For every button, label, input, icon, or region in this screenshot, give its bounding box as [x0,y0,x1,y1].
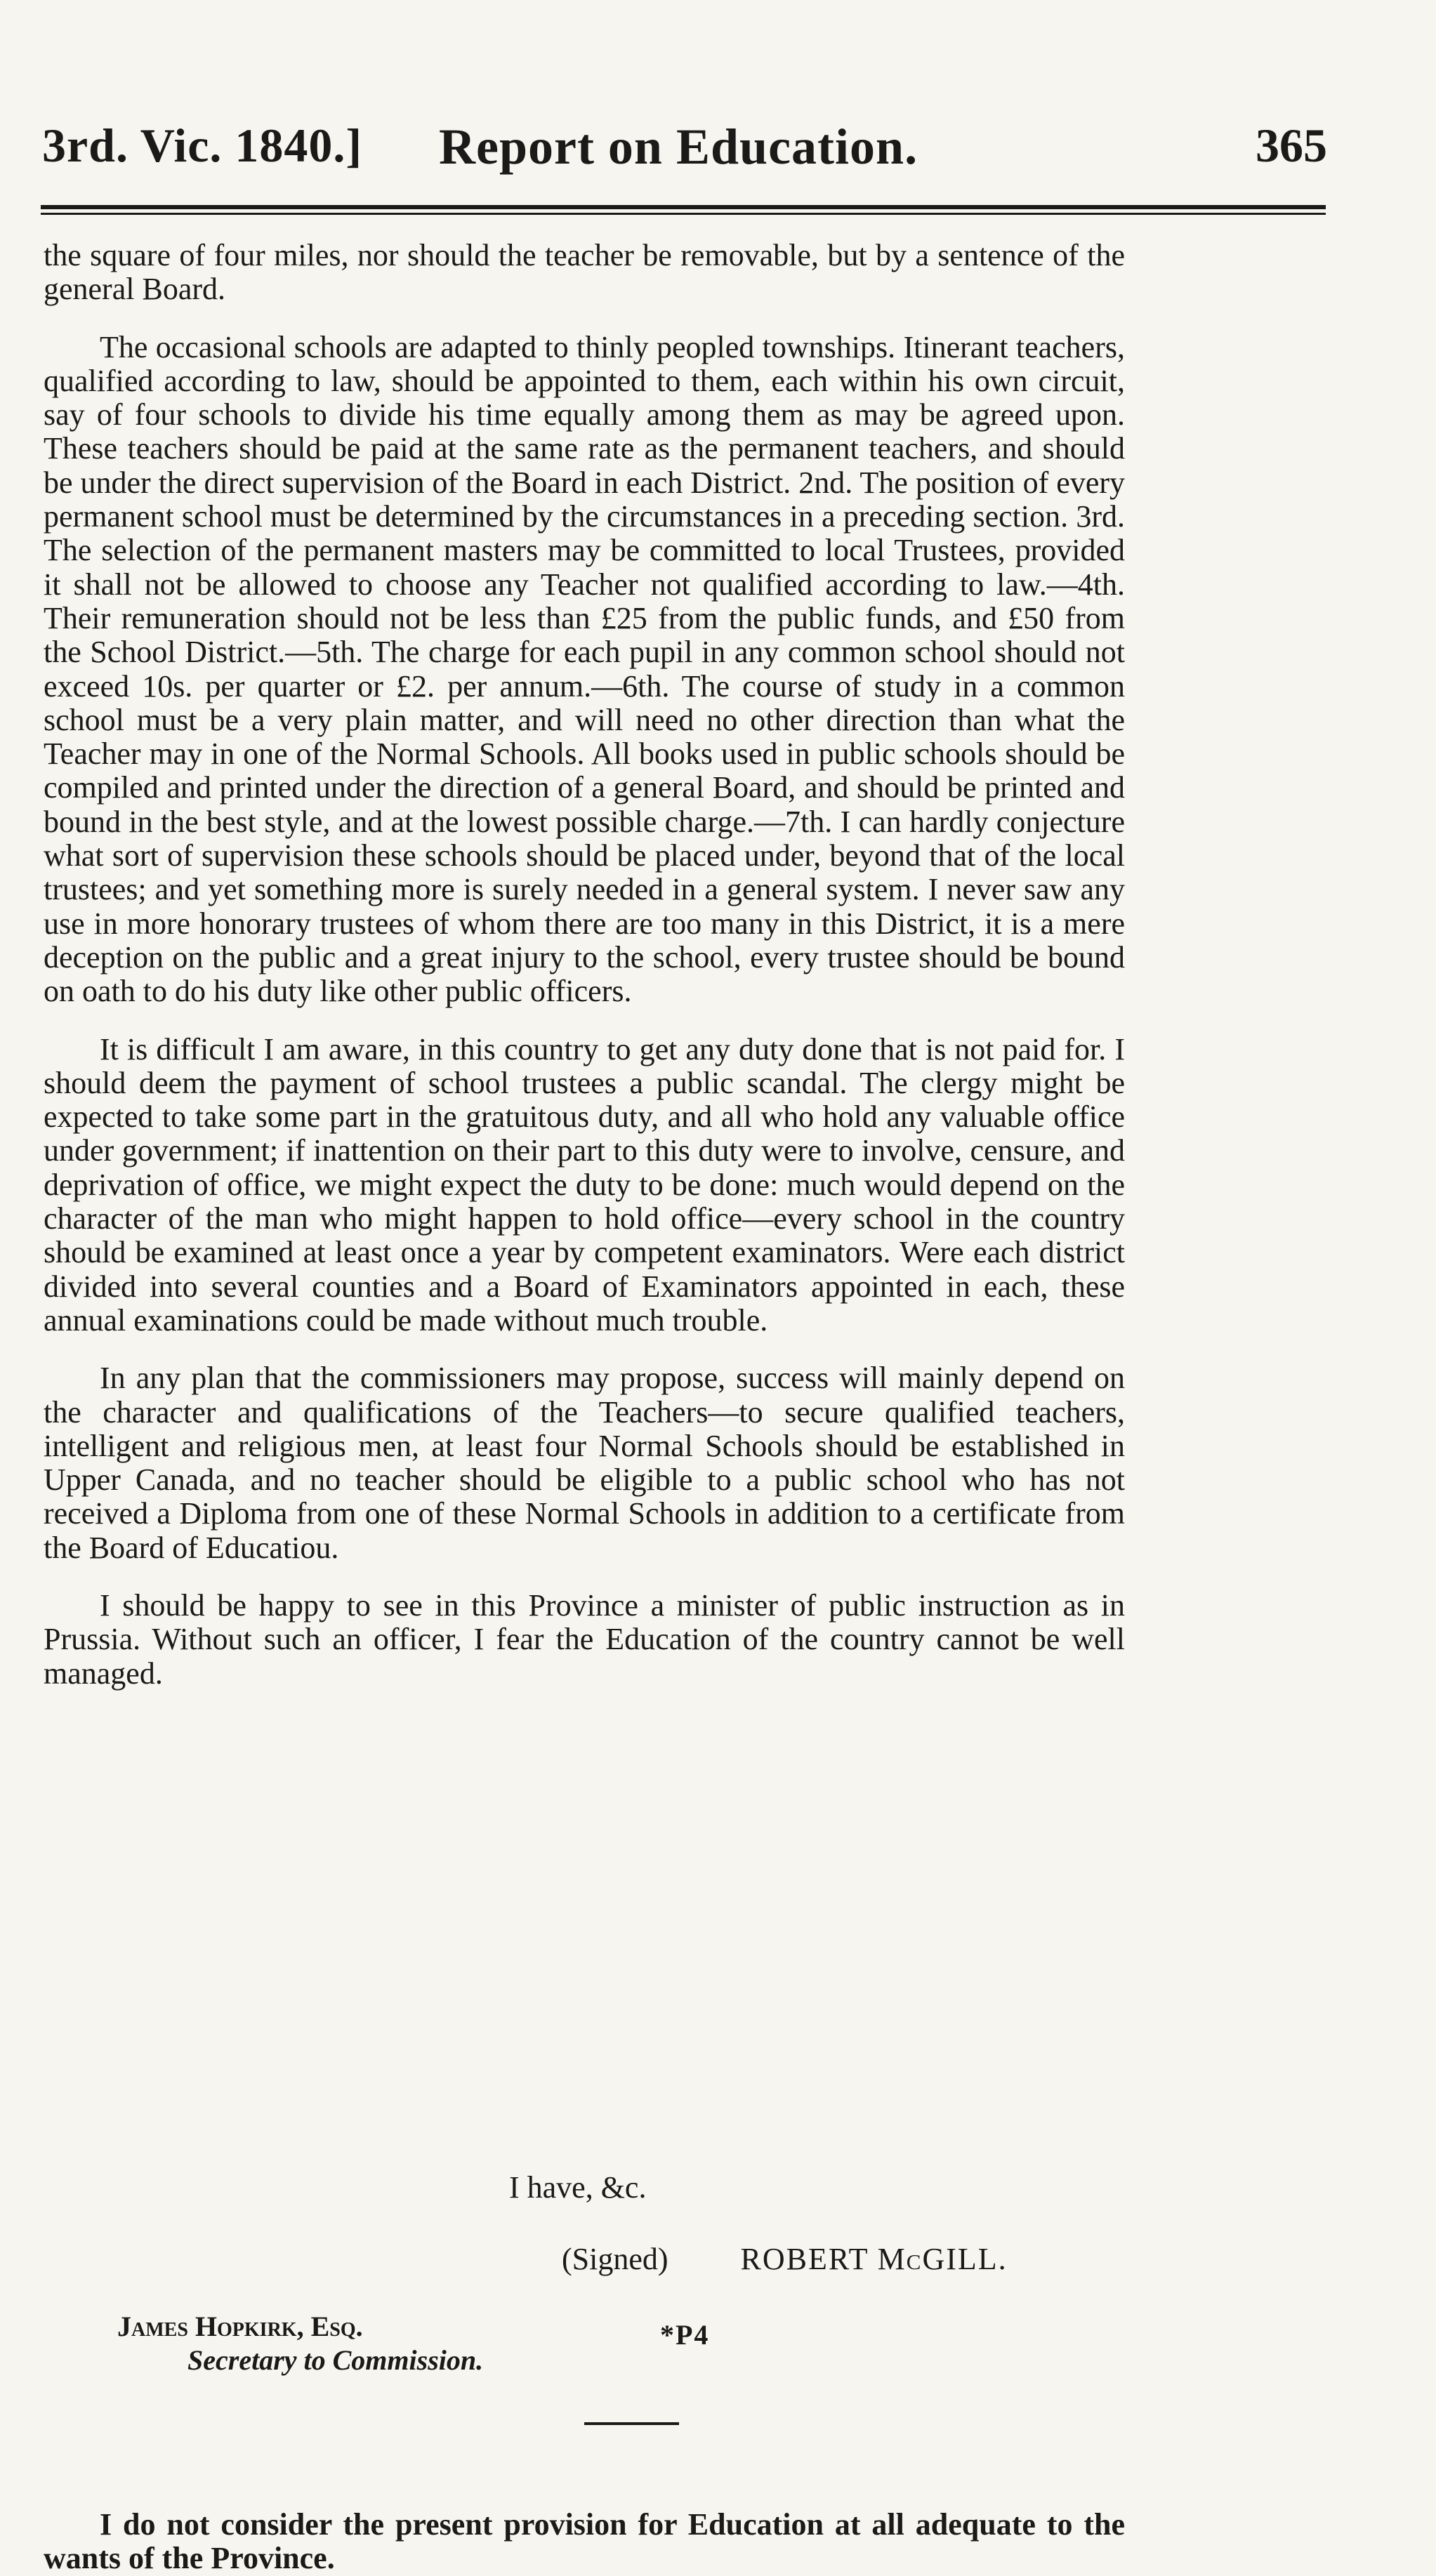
header-regnal-year: 3rd. Vic. 1840.] [42,119,363,172]
paragraph-normal-schools: In any plan that the commissioners may propose, success will mainly depend on the character and qualifications of the Teachers—to secure qualified teachers, intelligent and religious men, at least four Normal Schools should be established in Upper Canada, and no teacher should be eligible to a public school who has not received a Diploma from one of these Normal Schools in addition to a certificate from the Board of Educatiou. [44,1361,1125,1565]
paragraph-continuation: the square of four miles, nor should the teacher be removable, but by a sentence of the general Board. [44,238,1125,307]
running-header [42,118,1327,181]
signer-name: ROBERT McGILL. [740,2242,1008,2276]
signature-line [562,2241,1436,2277]
addressee-title: Secretary to Commission. [187,2344,484,2376]
page-number: 365 [1256,119,1327,172]
closing-i-have: I have, &c. [509,2170,647,2205]
header-rule-thick [41,205,1326,209]
paragraph-minister-instruction: I should be happy to see in this Province a minister of public instruction as in Prussia. Without such an officer, I fear the Education of the country cannot be well managed. [44,1587,1125,1691]
signed-label: (Signed) [562,2242,668,2276]
final-note: I do not consider the present provision for Education at all adequate to the wants of the Province. [44,2507,1125,2576]
section-divider [584,2422,679,2425]
header-title: Report on Education. [439,119,918,175]
header-rule-thin [41,213,1326,215]
printer-signature-mark: *P4 [660,2319,710,2351]
paragraph-duty-payment: It is difficult I am aware, in this country to get any duty done that is not paid for. I should deem the payment of school trustees a public scandal. The clergy might be expected to take some part in the gratuitous duty, and all who hold any valuable office under government; if inattention on their part to this duty were to involve, censure, and deprivation of office, we might expect the duty to be done: much would depend on the character of the man who might happen to hold office—every school in the country should be examined at least once a year by competent examinators. Were each district divided into several counties and a Board of Examinators appointed in each, these annual examinations could be made without much trouble. [44,1031,1125,1337]
paragraph-occasional-schools: The occasional schools are adapted to thinly peopled townships. Itinerant teachers, qualified according to law, should be appointed to them, each within his own circuit, say of four schools to divide his time equally among them as may be agreed upon. These teachers should be paid at the same rate as the permanent teachers, and should be under the direct supervision of the Board in each District. 2nd. The position of every permanent school must be determined by the circumstances in a preceding section. 3rd. The selection of the permanent masters may be committed to local Trustees, provided it shall not be allowed to choose any Teacher not qualified according to law.—4th. Their remuneration should not be less than £25 from the public funds, and £50 from the School District.—5th. The charge for each pupil in any common school should not exceed 10s. per quarter or £2. per annum.—6th. The course of study in a common school must be a very plain matter, and will need no other direction than what the Teacher may in one of the Normal Schools. All books used in public schools should be compiled and printed under the direction of a general Board, and should be printed and bound in the best style, and at the lowest possible charge.—7th. I can hardly conjecture what sort of supervision these schools should be placed under, beyond that of the local trustees; and yet something more is surely needed in a general system. I never saw any use in more honorary trustees of whom there are too many in this District, it is a mere deception on the public and a great injury to the school, every trustee should be bound on oath to do his duty like other public officers. [44,329,1125,1009]
addressee-name: James Hopkirk, Esq. [117,2311,363,2342]
